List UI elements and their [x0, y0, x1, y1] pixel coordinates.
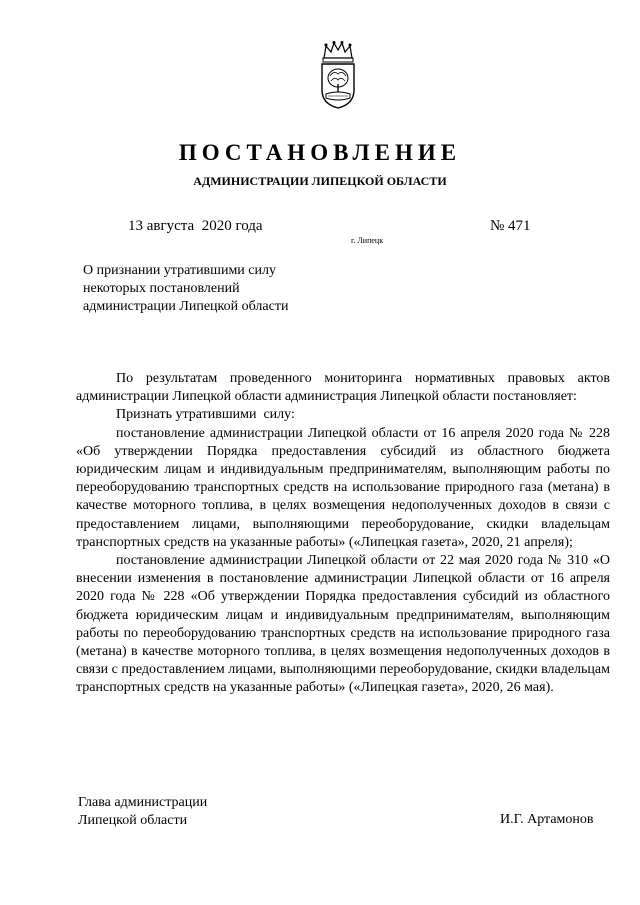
document-title: ПОСТАНОВЛЕНИЕ	[178, 140, 462, 165]
body-paragraph: По результатам проведенного мониторинга нормативных правовых актов администрации Липецкой области администрация Липецкой области постановляет:	[76, 371, 610, 405]
document-subtitle: АДМИНИСТРАЦИИ ЛИПЕЦКОЙ ОБЛАСТИ	[193, 174, 447, 188]
signature-name: И.Г. Артамонов	[500, 812, 594, 827]
body-paragraph: Признать утратившими силу:	[116, 407, 295, 423]
signature-position	[78, 794, 207, 830]
document-date: 13 августа 2020 года	[128, 218, 263, 234]
coat-of-arms-icon	[316, 40, 360, 110]
subject-line: администрации Липецкой области	[83, 299, 289, 314]
subject-line: О признании утратившими силу	[83, 263, 276, 278]
signature-position-line: Глава администрации	[78, 795, 208, 810]
subject-line: некоторых постановлений	[83, 281, 240, 296]
signature-position-line: Липецкой области	[78, 813, 188, 828]
body-paragraph: постановление администрации Липецкой области от 22 мая 2020 года № 310 «О внесении изменения в постановление администрации Липецкой области от 16 апреля 2020 года № 228 «Об утверждении Порядка предоставления субсидий из областного бюджета юридическим лицам и индивидуальным предпринимателям, выполняющим работы по переоборудованию транспортных средств на использование природного газа (метана) в качестве моторного топлива, в целях возмещения недополученных доходов в связи с предоставлением лицами, выполняющими переоборудование, скидки владельцам транспортных средств на указанные работы» («Липецкая газета», 2020, 26 мая).	[76, 553, 610, 696]
document-number: № 471	[490, 218, 531, 234]
document-body	[76, 370, 610, 698]
body-paragraph: постановление администрации Липецкой области от 16 апреля 2020 года № 228 «Об утверждении Порядка предоставления субсидий из областного бюджета юридическим лицам и индивидуальным предпринимателям, выполняющим работы по переоборудованию транспортных средств на использование природного газа (метана) в качестве моторного топлива, в целях возмещения недополученных доходов в связи с предоставлением лицами, выполняющими переоборудование, скидки владельцам транспортных средств на указанные работы» («Липецкая газета», 2020, 21 апреля);	[76, 425, 610, 550]
document-city: г. Липецк	[351, 236, 384, 245]
document-subject	[83, 262, 288, 316]
